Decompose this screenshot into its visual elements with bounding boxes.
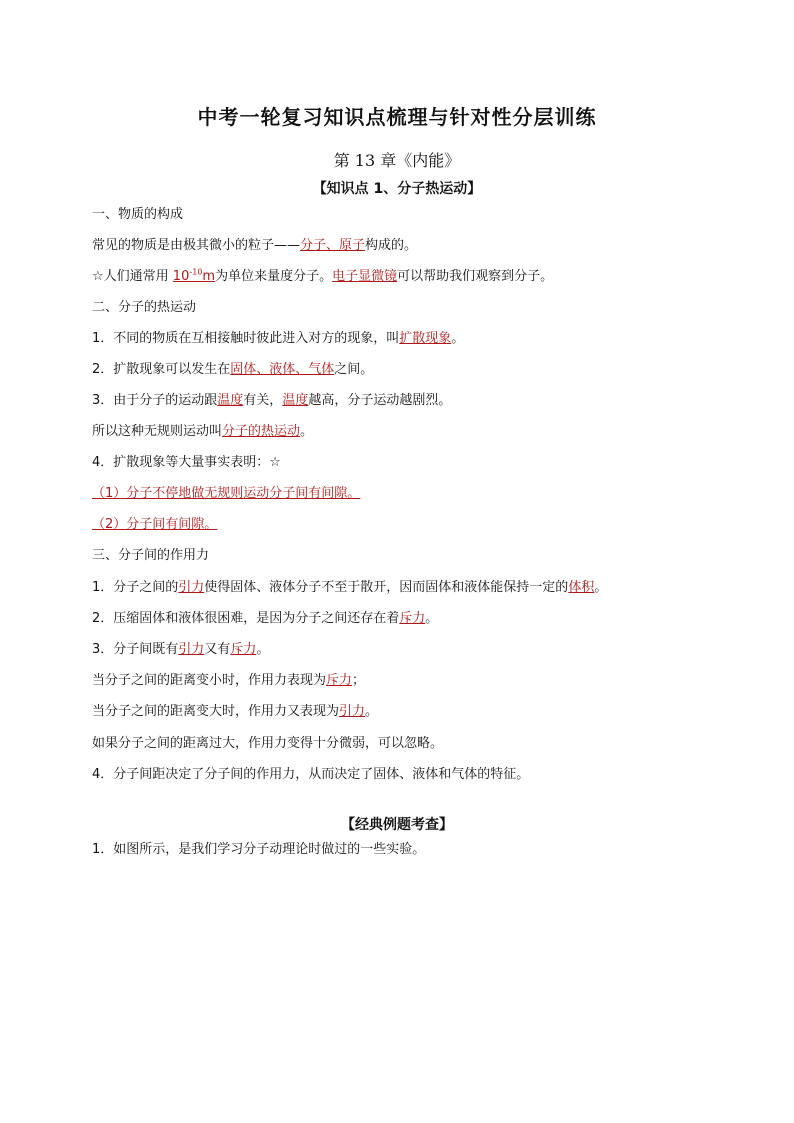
knowledge-point-heading: 【知识点 1、分子热运动】: [312, 181, 482, 197]
force-item-3: 3．分子间既有引力又有斥力。: [92, 642, 270, 657]
force-item-3c: 如果分子之间的距离过大，作用力变得十分微弱，可以忽略。: [92, 736, 444, 751]
answer-blank: 固体、液体、气体: [230, 362, 335, 377]
thermal-item-3: 3．由于分子的运动跟温度有关，温度越高，分子运动越剧烈。: [92, 393, 452, 408]
thermal-item-3-cont: 所以这种无规则运动叫分子的热运动。: [92, 424, 314, 439]
section-heading-thermal-motion: 二、分子的热运动: [92, 300, 197, 315]
answer-blank: $10^{-10}m$: [172, 267, 216, 284]
force-item-2: 2．压缩固体和液体很困难，是因为分子之间还存在着斥力。: [92, 611, 439, 626]
section-heading-forces: 三、分子间的作用力: [92, 548, 210, 563]
answer-blank: 温度: [282, 393, 309, 408]
document-title: 中考一轮复习知识点梳理与针对性分层训练: [197, 105, 597, 129]
answer-blank: 体积: [568, 580, 595, 595]
answer-blank: 电子显微镜: [332, 269, 398, 284]
force-item-4: 4．分子间距决定了分子间的作用力，从而决定了固体、液体和气体的特征。: [92, 767, 530, 782]
answer-blank: 分子的热运动: [222, 424, 301, 439]
chapter-title: 第 13 章《内能》: [333, 151, 461, 170]
answer-blank: 温度: [217, 393, 244, 408]
thermal-item-4a: （1）分子不停地做无规则运动分子间有间隙。: [92, 486, 361, 501]
thermal-item-4b: （2）分子间有间隙。: [92, 517, 218, 532]
example-question-1: 1．如图所示，是我们学习分子动理论时做过的一些实验。: [92, 842, 426, 857]
answer-blank: 扩散现象: [399, 331, 452, 346]
force-item-3b: 当分子之间的距离变大时，作用力又表现为引力。: [92, 704, 379, 719]
answer-blank: 引力: [339, 704, 366, 719]
answer-blank: 斥力: [399, 611, 426, 626]
examples-heading: 【经典例题考查】: [341, 817, 453, 833]
thermal-item-1: 1．不同的物质在互相接触时彼此进入对方的现象，叫扩散现象。: [92, 331, 465, 346]
force-item-1: 1．分子之间的引力使得固体、液体分子不至于散开，因而固体和液体能保持一定的体积。: [92, 580, 608, 595]
answer-blank: 斥力: [230, 642, 257, 657]
force-item-3a: 当分子之间的距离变小时，作用力表现为斥力；: [92, 673, 366, 688]
structure-line-1: 常见的物质是由极其微小的粒子——分子、原子构成的。: [92, 238, 418, 253]
answer-blank: 分子、原子: [300, 238, 366, 253]
answer-blank: 斥力: [326, 673, 353, 688]
answer-blank: 引力: [178, 642, 205, 657]
thermal-item-2: 2．扩散现象可以发生在固体、液体、气体之间。: [92, 362, 374, 377]
answer-blank: 引力: [178, 580, 205, 595]
structure-line-2: ☆人们通常用 $10^{-10}m$为单位来量度分子。电子显微镜可以帮助我们观察到分子。: [92, 267, 554, 284]
thermal-item-4: 4．扩散现象等大量事实表明：☆: [92, 455, 281, 470]
section-heading-structure: 一、物质的构成: [92, 207, 184, 222]
